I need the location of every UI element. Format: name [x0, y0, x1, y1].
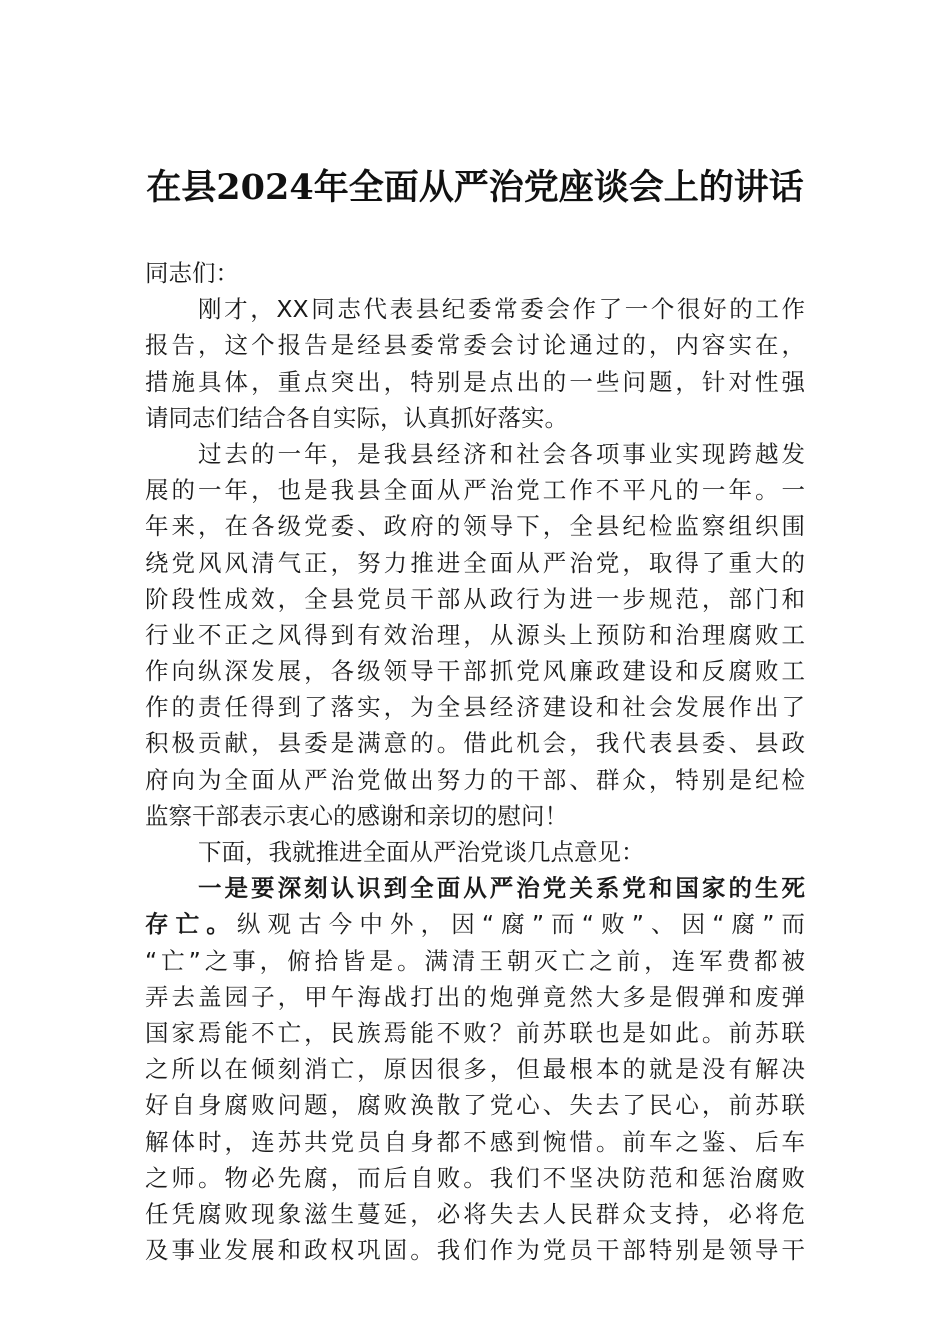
paragraph-line: 请同志们结合各自实际，认真抓好落实。 — [145, 403, 568, 432]
paragraph-line: 阶段性成效，全县党员干部从政行为进一步规范，部门和 — [145, 584, 805, 613]
document-title: 在县2024年全面从严治党座谈会上的讲话 — [146, 167, 804, 208]
paragraph-line: 解体时，连苏共党员自身都不感到惋惜。前车之鉴、后车 — [145, 1127, 805, 1156]
paragraph-line: 措施具体，重点突出，特别是点出的一些问题，针对性强 — [145, 367, 805, 396]
paragraph-line: 及事业发展和政权巩固。我们作为党员干部特别是领导干 — [145, 1236, 805, 1265]
paragraph-line: 之师。物必先腐，而后自败。我们不坚决防范和惩治腐败 — [145, 1163, 805, 1192]
paragraph-line — [145, 906, 805, 942]
paragraph-line: 府向为全面从严治党做出努力的干部、群众，特别是纪检 — [145, 765, 805, 794]
paragraph-line: 刚才，XX同志代表县纪委常委会作了一个很好的工作 — [198, 295, 805, 324]
paragraph-line: “亡”之事，俯拾皆是。满清王朝灭亡之前，连军费都被 — [145, 946, 805, 975]
paragraph-line: 监察干部表示衷心的感谢和亲切的慰问！ — [145, 801, 568, 830]
paragraph-line: 国家焉能不亡，民族焉能不败？前苏联也是如此。前苏联 — [145, 1018, 805, 1047]
paragraph-line: 积极贡献，县委是满意的。借此机会，我代表县委、县政 — [145, 729, 805, 758]
paragraph-line: 过去的一年，是我县经济和社会各项事业实现跨越发 — [198, 439, 805, 468]
section-heading-end: 存亡。 — [145, 910, 237, 939]
paragraph-line: 任凭腐败现象滋生蔓延，必将失去人民群众支持，必将危 — [145, 1199, 805, 1228]
paragraph-line: 弄去盖园子，甲午海战打出的炮弹竟然大多是假弹和废弹 — [145, 982, 805, 1011]
paragraph-line: 年来，在各级党委、政府的领导下，全县纪检监察组织围 — [145, 512, 805, 541]
paragraph-line: 绕党风风清气正，努力推进全面从严治党，取得了重大的 — [145, 548, 805, 577]
paragraph-line: 作向纵深发展，各级领导干部抓党风廉政建设和反腐败工 — [145, 657, 805, 686]
paragraph-line: 下面，我就推进全面从严治党谈几点意见： — [198, 838, 645, 866]
paragraph-line: 展的一年，也是我县全面从严治党工作不平凡的一年。一 — [145, 476, 805, 505]
paragraph-text: 纵观古今中外，因“腐”而“败”、因“腐”而 — [236, 910, 805, 939]
salutation: 同志们： — [145, 259, 239, 287]
paragraph-line: 好自身腐败问题，腐败涣散了党心、失去了民心，前苏联 — [145, 1091, 805, 1120]
paragraph-line: 行业不正之风得到有效治理，从源头上预防和治理腐败工 — [145, 620, 805, 649]
paragraph-line: 之所以在倾刻消亡，原因很多，但最根本的就是没有解决 — [145, 1055, 805, 1084]
section-heading: 一是要深刻认识到全面从严治党关系党和国家的生死 — [198, 874, 805, 903]
paragraph-line: 报告，这个报告是经县委常委会讨论通过的，内容实在， — [145, 331, 805, 360]
document-body — [145, 255, 805, 1268]
paragraph-line: 作的责任得到了落实，为全县经济建设和社会发展作出了 — [145, 693, 805, 722]
